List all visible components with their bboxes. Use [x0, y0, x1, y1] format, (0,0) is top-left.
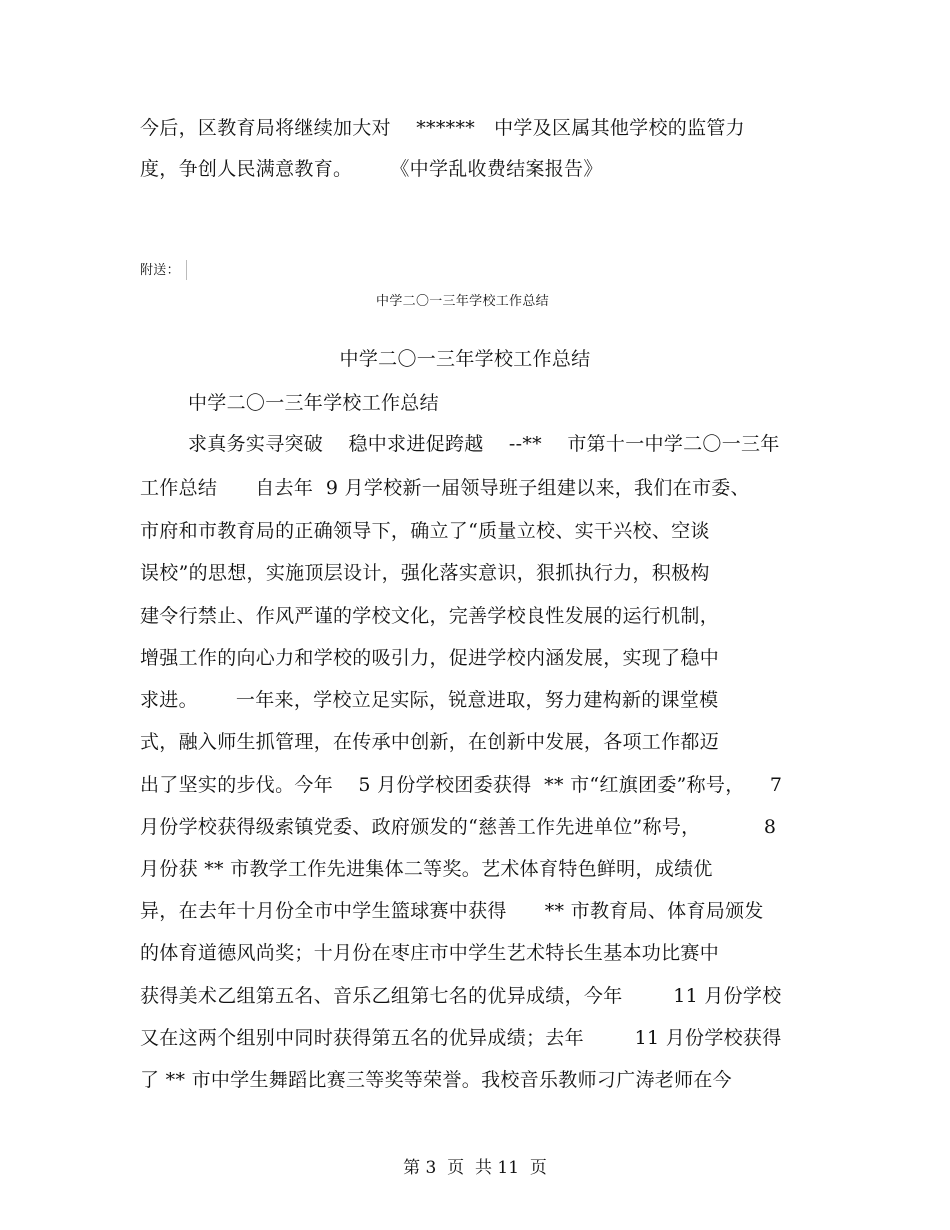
body-line-9: 出了坚实的步伐。今年 5 月份学校团委获得 ** 市“红旗团委”称号， 7: [140, 774, 783, 796]
body-line-8: 式，融入师生抓管理，在传承中创新，在创新中发展，各项工作都迈: [140, 731, 720, 753]
attachment-label: 附送：: [140, 263, 180, 278]
body-line-1: 求真务实寻突破 稳中求进促跨越 --** 市第十一中学二〇一三年: [188, 433, 780, 455]
intro-line-2: 度，争创人民满意教育。 《中学乱收费结案报告》: [140, 158, 603, 180]
body-line-6: 增强工作的向心力和学校的吸引力，促进学校内涵发展，实现了稳中: [140, 647, 720, 669]
body-line-3: 市府和市教育局的正确领导下，确立了“质量立校、实干兴校、空谈: [140, 520, 710, 542]
body-line-12: 异，在去年十月份全市中学生篮球赛中获得 ** 市教育局、体育局颁发: [140, 900, 764, 922]
body-line-10: 月份学校获得级索镇党委、政府颁发的“慈善工作先进单位”称号， 8: [140, 816, 777, 838]
main-title: 中学二〇一三年学校工作总结: [339, 348, 591, 370]
body-line-2: 工作总结 自去年 9 月学校新一届领导班子组建以来，我们在市委、: [140, 477, 750, 499]
body-line-7: 求进。 一年来，学校立足实际，锐意进取，努力建构新的课堂模: [140, 689, 719, 711]
body-line-11: 月份获 ** 市教学工作先进集体二等奖。艺术体育特色鲜明，成绩优: [140, 858, 713, 880]
intro-line-1: 今后，区教育局将继续加大对 ****** 中学及区属其他学校的监管力: [140, 117, 745, 139]
body-line-15: 又在这两个组别中同时获得第五名的优异成绩；去年 11 月份学校获得: [140, 1027, 782, 1049]
sub-title: 中学二〇一三年学校工作总结: [188, 392, 439, 414]
body-line-13: 的体育道德风尚奖；十月份在枣庄市中学生艺术特长生基本功比赛中: [140, 942, 720, 964]
body-line-14: 获得美术乙组第五名、音乐乙组第七名的优异成绩，今年 11 月份学校: [140, 985, 782, 1007]
body-line-16: 了 ** 市中学生舞蹈比赛三等奖等荣誉。我校音乐教师刁广涛老师在今: [140, 1069, 732, 1091]
body-line-4: 误校”的思想，实施顶层设计，强化落实意识，狠抓执行力，积极构: [140, 562, 710, 584]
page-footer: 第 3 页 共 11 页: [403, 1158, 547, 1178]
attachment-subtitle: 中学二〇一三年学校工作总结: [376, 294, 549, 309]
body-line-5: 建令行禁止、作风严谨的学校文化，完善学校良性发展的运行机制，: [140, 605, 720, 627]
cursor-divider: [186, 260, 187, 280]
